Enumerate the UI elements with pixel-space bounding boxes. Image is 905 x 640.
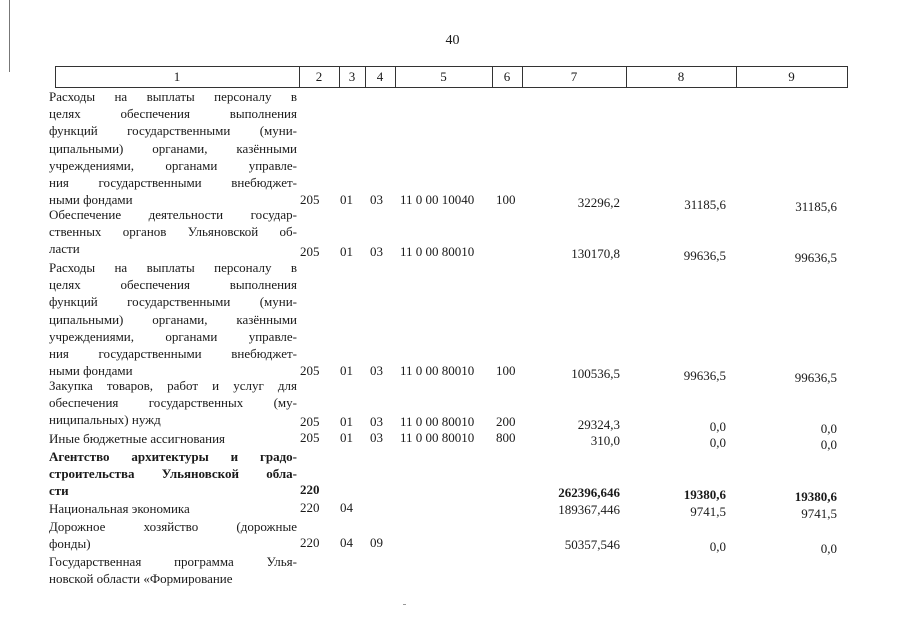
row-3-col-2: 205 [300, 363, 320, 378]
row-4-col-6: 200 [496, 414, 516, 429]
row-3-col-9: 99636,5 [794, 370, 837, 385]
desc-line: Иные бюджетные ассигнования [49, 431, 226, 446]
row-3-col-4: 03 [370, 363, 383, 378]
row-8-description [49, 518, 297, 552]
row-2-col-4: 03 [370, 244, 383, 259]
header-col-1: 1 [55, 66, 300, 88]
header-col-7: 7 [522, 66, 627, 88]
row-1-col-4: 03 [370, 192, 383, 207]
desc-line: целях обеспечения выполнения [49, 277, 297, 293]
row-6-description [49, 448, 297, 500]
row-3-col-7: 100536,5 [571, 366, 620, 381]
row-2-description [49, 206, 297, 258]
row-1-col-9: 31185,6 [795, 199, 837, 214]
row-3-col-3: 01 [340, 363, 353, 378]
row-1-col-3: 01 [340, 192, 353, 207]
desc-line: обеспечения государственных (му- [49, 395, 297, 411]
row-1-col-6: 100 [496, 192, 516, 207]
row-2-col-9: 99636,5 [794, 250, 837, 265]
desc-line: Расходы на выплаты персоналу в [49, 89, 297, 104]
desc-line: ными фондами [49, 192, 133, 208]
row-3-col-6: 100 [496, 363, 516, 378]
desc-line: новской области «Формирование [49, 571, 233, 587]
desc-line: ния государственными внебюджет- [49, 175, 297, 191]
row-2-col-5: 11 0 00 80010 [400, 244, 475, 259]
desc-line: Дорожное хозяйство (дорожные [49, 519, 297, 534]
row-5-description [49, 430, 297, 447]
row-7-col-2: 220 [300, 500, 320, 515]
desc-line: учреждениями, органами управле- [49, 157, 297, 173]
row-7-col-3: 04 [340, 500, 353, 515]
row-4-description [49, 377, 297, 429]
desc-line: ципальными) органами, казёнными [49, 311, 297, 327]
row-4-col-4: 03 [370, 414, 383, 429]
row-1-col-8: 31185,6 [684, 197, 726, 212]
row-1-col-7: 32296,2 [577, 195, 620, 210]
row-8-col-9: 0,0 [820, 541, 837, 556]
row-5-col-6: 800 [496, 430, 516, 445]
row-6-col-8: 19380,6 [683, 487, 726, 502]
header-col-5: 5 [395, 66, 493, 88]
desc-line: функций государственными (муни- [49, 123, 297, 139]
row-8-col-8: 0,0 [709, 539, 726, 554]
row-5-col-3: 01 [340, 430, 353, 445]
row-2-col-2: 205 [300, 244, 320, 259]
header-col-3: 3 [339, 66, 366, 88]
desc-line: ласти [49, 241, 80, 257]
desc-line: ными фондами [49, 363, 133, 379]
row-5-col-8: 0,0 [709, 435, 726, 450]
desc-line: ниципальных) нужд [49, 412, 161, 428]
desc-line: ственных органов Ульяновской об- [49, 224, 297, 240]
header-col-4: 4 [365, 66, 396, 88]
row-4-col-3: 01 [340, 414, 353, 429]
row-4-col-7: 29324,3 [577, 417, 620, 432]
desc-line: функций государственными (муни- [49, 294, 297, 310]
row-5-col-5: 11 0 00 80010 [400, 430, 475, 445]
desc-line: целях обеспечения выполнения [49, 106, 297, 122]
desc-line: учреждениями, органами управле- [49, 328, 297, 344]
table-header [55, 66, 847, 88]
row-5-col-9: 0,0 [820, 437, 837, 452]
row-7-col-8: 9741,5 [690, 504, 726, 519]
desc-line: строительства Ульяновской обла- [49, 466, 297, 482]
row-7-col-9: 9741,5 [801, 506, 837, 521]
row-2-col-8: 99636,5 [683, 248, 726, 263]
row-4-col-8: 0,0 [709, 419, 726, 434]
row-1-description [49, 88, 297, 208]
row-1-col-5: 11 0 00 10040 [400, 192, 475, 207]
desc-line: фонды) [49, 536, 91, 552]
row-5-col-2: 205 [300, 430, 320, 445]
row-5-col-4: 03 [370, 430, 383, 445]
row-5-col-7: 310,0 [590, 433, 620, 448]
row-7-description [49, 500, 297, 517]
desc-line: сти [49, 483, 69, 499]
row-4-col-5: 11 0 00 80010 [400, 414, 475, 429]
desc-line: Агентство архитектуры и градо- [49, 449, 297, 464]
row-8-col-7: 50357,546 [564, 537, 620, 552]
row-6-col-9: 19380,6 [794, 489, 837, 504]
header-col-2: 2 [299, 66, 340, 88]
header-col-9: 9 [736, 66, 848, 88]
row-6-col-2: 220 [300, 482, 320, 497]
row-4-col-9: 0,0 [820, 421, 837, 436]
page-number: 40 [445, 33, 460, 48]
header-col-8: 8 [626, 66, 737, 88]
row-4-col-2: 205 [300, 414, 320, 429]
row-2-col-3: 01 [340, 244, 353, 259]
desc-line: Национальная экономика [49, 501, 190, 516]
row-1-col-2: 205 [300, 192, 320, 207]
row-3-description [49, 259, 297, 379]
header-col-6: 6 [492, 66, 523, 88]
desc-line: Закупка товаров, работ и услуг для [49, 378, 297, 393]
row-7-col-7: 189367,446 [558, 502, 620, 517]
desc-line: Расходы на выплаты персоналу в [49, 260, 297, 275]
desc-line: ния государственными внебюджет- [49, 346, 297, 362]
desc-line: ципальными) органами, казёнными [49, 140, 297, 156]
row-8-col-2: 220 [300, 535, 320, 550]
row-6-col-7: 262396,646 [558, 485, 620, 500]
row-9-description [49, 553, 297, 587]
desc-line: Государственная программа Улья- [49, 554, 297, 569]
row-2-col-7: 130170,8 [571, 246, 620, 261]
row-8-col-3: 04 [340, 535, 353, 550]
row-3-col-8: 99636,5 [683, 368, 726, 383]
desc-line: Обеспечение деятельности государ- [49, 207, 297, 222]
row-8-col-4: 09 [370, 535, 383, 550]
row-3-col-5: 11 0 00 80010 [400, 363, 475, 378]
scan-speck [403, 604, 406, 605]
